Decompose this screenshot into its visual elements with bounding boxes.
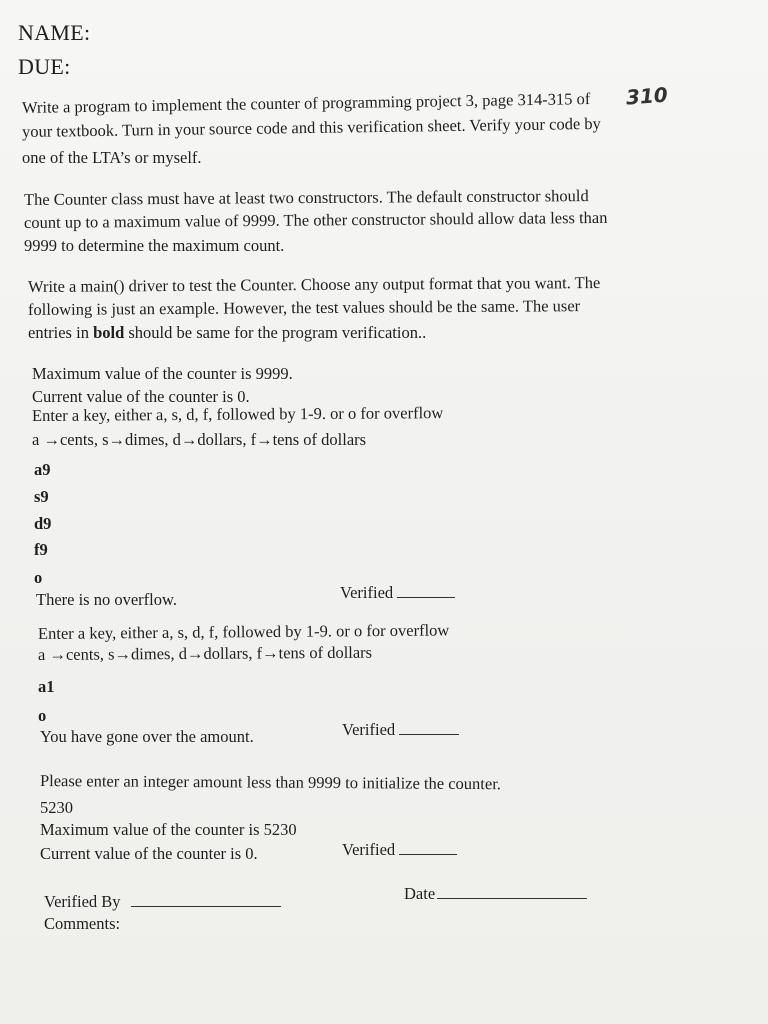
- constructors-line-2: count up to a maximum value of 9999. The other constructor should allow data less than: [23, 207, 608, 232]
- example2-input: a1: [38, 677, 55, 696]
- example3-verified: [342, 840, 457, 860]
- intro-line-1: Write a program to implement the counter of programming project 3, page 314-315 of: [21, 89, 591, 117]
- driver-line-3: [28, 323, 426, 343]
- example3-prompt: Please enter an integer amount less than 9999 to initialize the counter.: [39, 771, 502, 794]
- verified-label: Verified: [342, 840, 396, 859]
- date-label: Date: [404, 884, 436, 903]
- example2-prompt-2: a →cents, s→dimes, d→dollars, f→tens of dollars: [37, 642, 373, 664]
- example3-max: Maximum value of the counter is 5230: [40, 820, 297, 839]
- handwritten-page-number: 310: [625, 82, 669, 110]
- driver-line-3-post: should be same for the program verification..: [124, 323, 427, 342]
- signature-line: [399, 840, 457, 855]
- example1-input: a9: [34, 460, 51, 479]
- example1-result: There is no overflow.: [36, 590, 177, 609]
- driver-line-1: Write a main() driver to test the Counter. Choose any output format that you want. The: [27, 273, 601, 296]
- verified-label: Verified: [340, 583, 394, 602]
- driver-line-3-bold: bold: [93, 323, 125, 342]
- example1-input: o: [34, 568, 43, 587]
- example1-input: s9: [34, 487, 49, 506]
- name-label: NAME:: [18, 20, 91, 45]
- signature-line: [131, 892, 281, 907]
- example3-current: Current value of the counter is 0.: [40, 844, 258, 863]
- example2-verified: [342, 720, 459, 740]
- example1-verified: [340, 583, 455, 603]
- example2-prompt-1: Enter a key, either a, s, d, f, followed by 1-9. or o for overflow: [37, 620, 450, 643]
- example1-prompt-2: a →cents, s→dimes, d→dollars, f→tens of dollars: [32, 430, 367, 449]
- signature-line: [397, 583, 455, 598]
- intro-line-3: one of the LTA’s or myself.: [22, 148, 202, 167]
- intro-line-2: your textbook. Turn in your source code and this verification sheet. Verify your code by: [21, 113, 601, 141]
- example1-current: Current value of the counter is 0.: [32, 387, 250, 406]
- verified-label: Verified: [342, 720, 396, 739]
- comments-label: Comments:: [44, 914, 121, 933]
- constructors-line-1: The Counter class must have at least two constructors. The default constructor should: [23, 186, 589, 209]
- due-label: DUE:: [18, 54, 71, 79]
- example3-input: 5230: [40, 798, 73, 817]
- example2-result: You have gone over the amount.: [40, 727, 254, 746]
- example1-input: d9: [34, 514, 52, 533]
- driver-line-2: following is just an example. However, the test values should be the same. The user: [27, 296, 581, 319]
- example2-input: o: [38, 706, 47, 725]
- verified-by: [44, 892, 281, 912]
- example1-max: Maximum value of the counter is 9999.: [32, 364, 293, 383]
- example1-prompt-1: Enter a key, either a, s, d, f, followed by 1-9. or o for overflow: [31, 403, 444, 425]
- driver-line-3-pre: entries in: [28, 323, 94, 342]
- date-field: [404, 884, 587, 904]
- verified-by-label: Verified By: [44, 892, 121, 911]
- example1-input: f9: [34, 540, 48, 559]
- signature-line: [437, 884, 587, 899]
- constructors-line-3: 9999 to determine the maximum count.: [24, 236, 285, 255]
- signature-line: [399, 720, 459, 735]
